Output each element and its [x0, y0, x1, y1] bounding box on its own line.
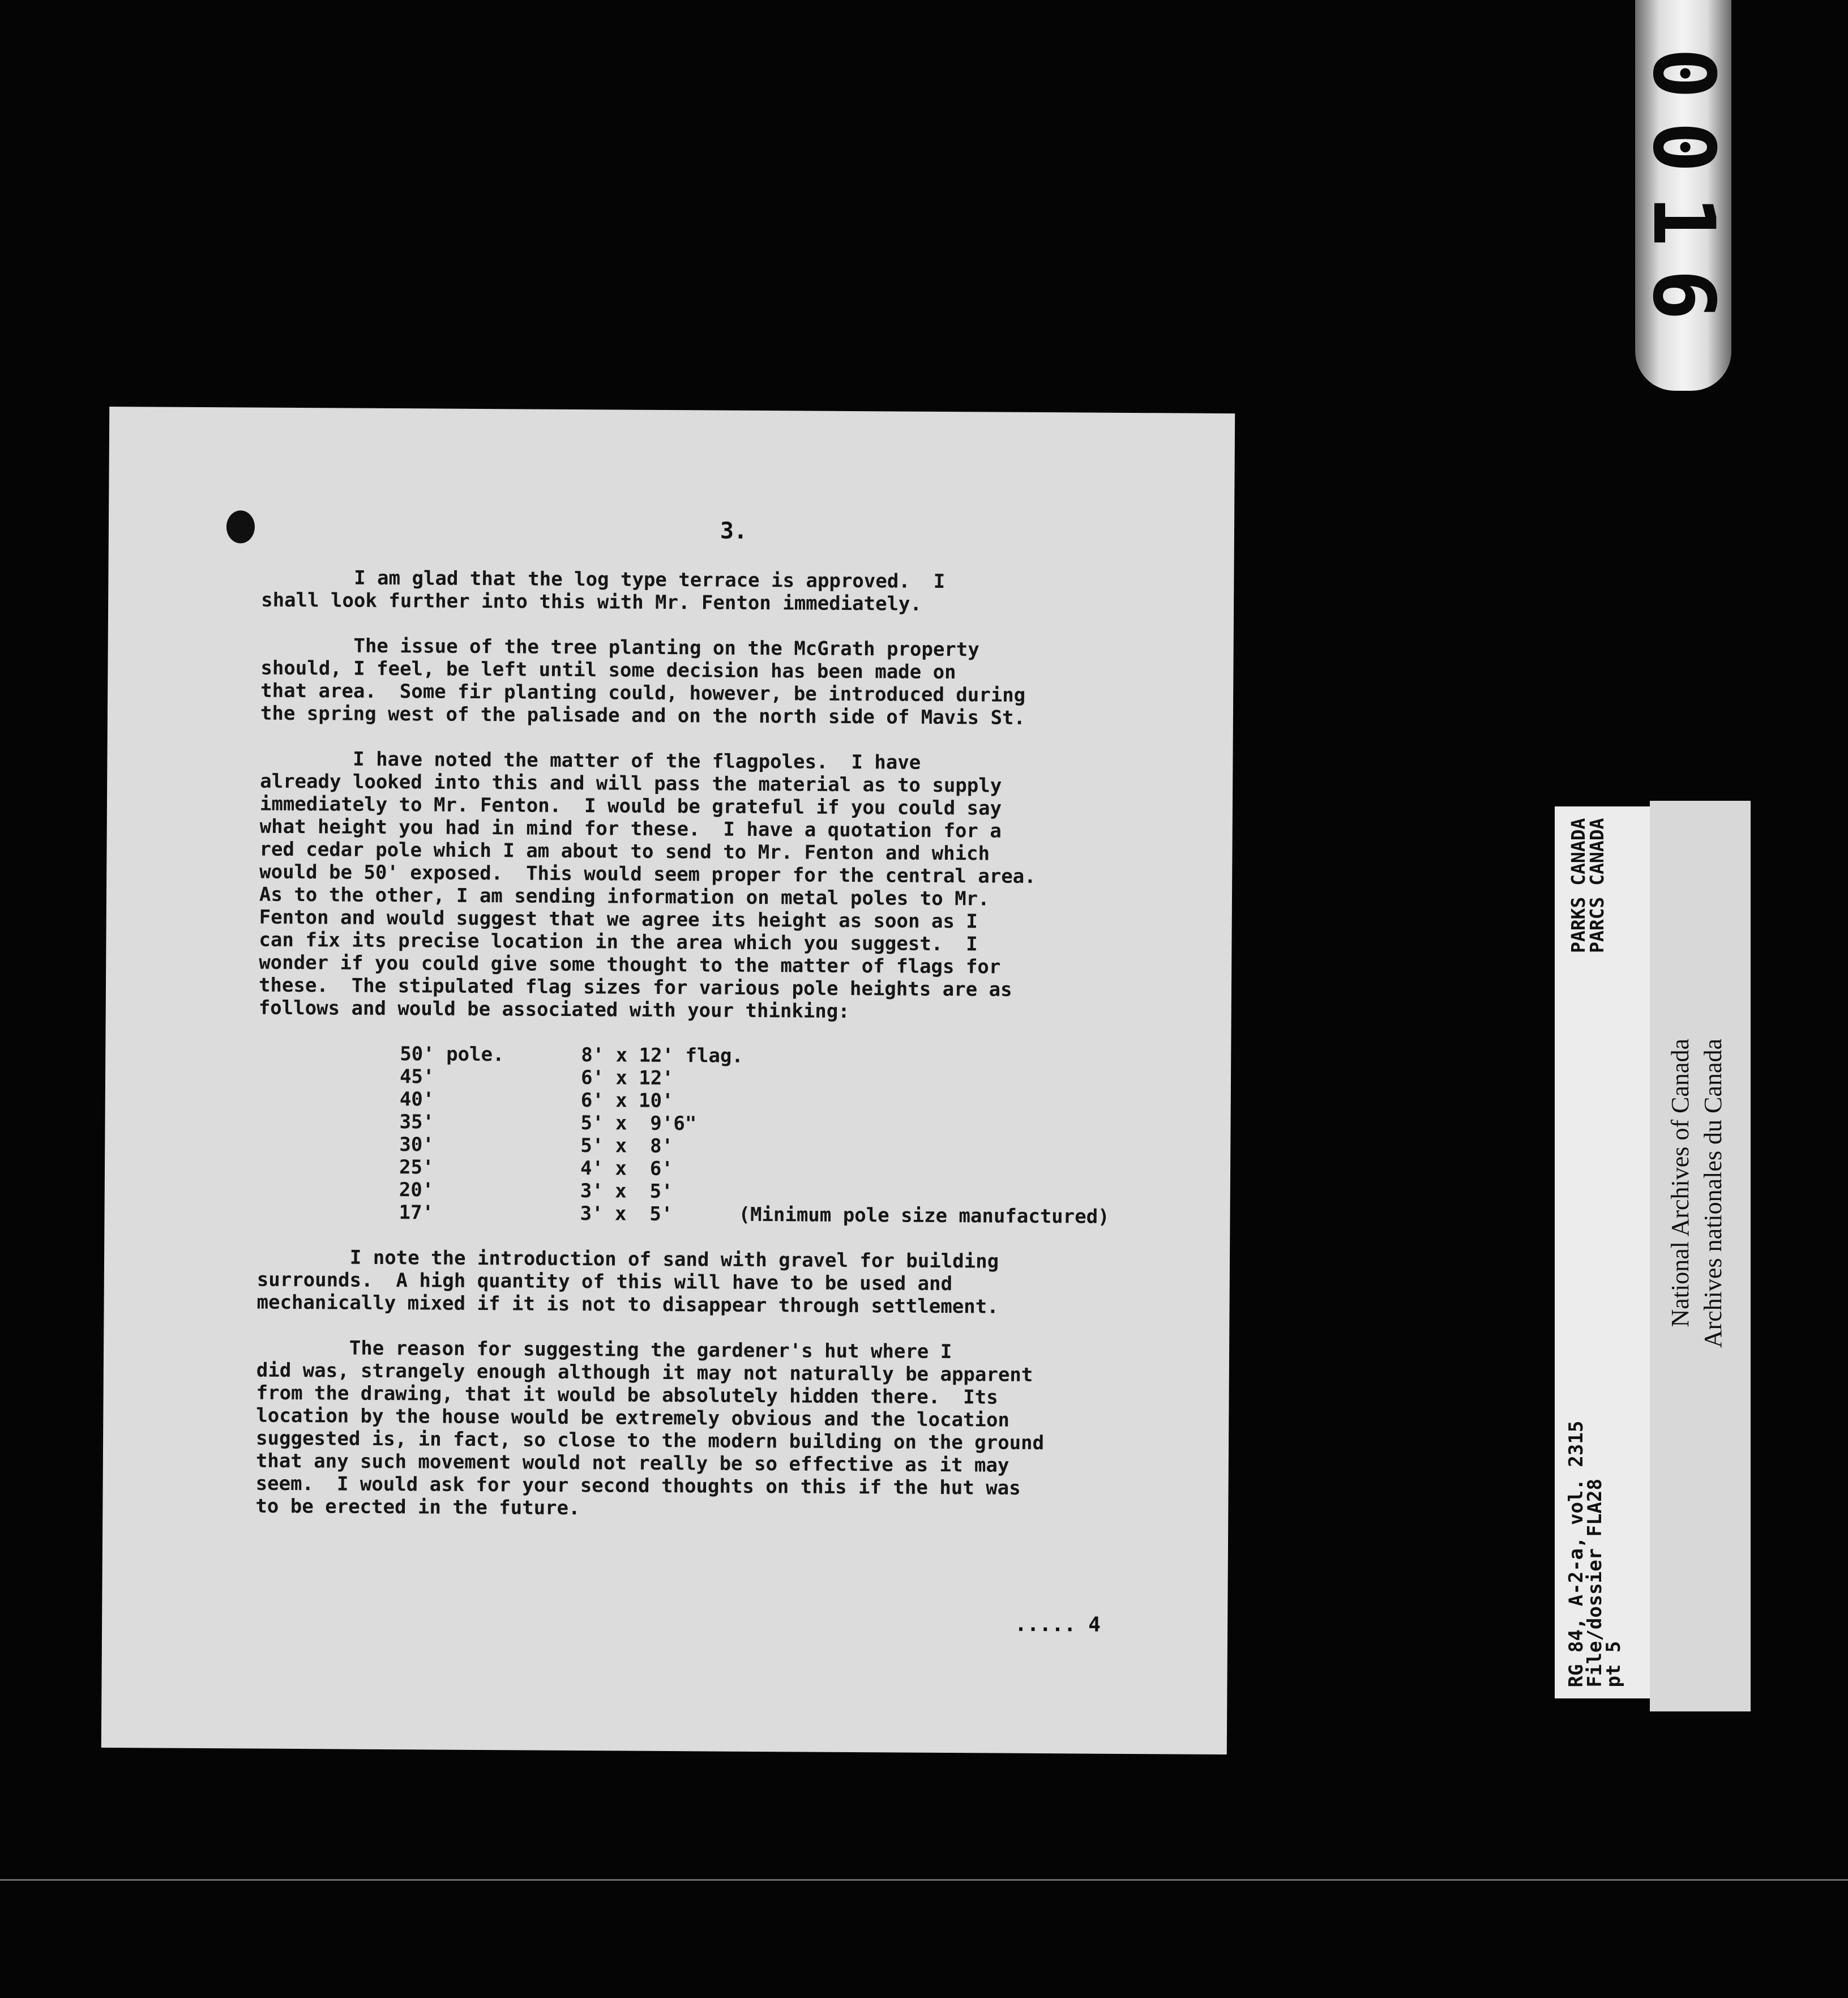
- national-archives-label: [1650, 801, 1751, 1711]
- ref-line: pt 5: [1602, 1641, 1625, 1687]
- text-line: already looked into this and will pass the material as to supply: [260, 770, 1002, 797]
- pole-height: 50' pole.: [400, 1043, 504, 1066]
- text-line: Fenton and would suggest that we agree its height as soon as I: [259, 906, 978, 933]
- pole-height: 40': [399, 1088, 435, 1111]
- text-line: seem. I would ask for your second thoughts on this if the hut was: [255, 1472, 1021, 1500]
- flag-size: 3' x 5': [580, 1202, 673, 1226]
- paragraph-flagpoles: [259, 748, 1223, 1025]
- text-line: these. The stipulated flag sizes for various pole heights are as: [258, 974, 1012, 1001]
- text-line: should, I feel, be left until some decision has been made on: [260, 656, 956, 684]
- punch-hole: [226, 510, 255, 543]
- text-line: location by the house would be extremely obvious and the location: [256, 1404, 1010, 1432]
- letter-body: [255, 566, 1224, 1546]
- film-scratch-line: [0, 1879, 1848, 1881]
- parks-line: PARCS CANADA: [1586, 818, 1608, 953]
- frame-number: 0016: [1634, 48, 1732, 343]
- text-line: As to the other, I am sending information on metal poles to Mr.: [259, 883, 990, 911]
- archives-name-fr: Archives nationales du Canada: [1699, 1039, 1727, 1348]
- text-line: would be 50' exposed. This would seem proper for the central area.: [259, 860, 1036, 888]
- frame-number-strip: [1635, 0, 1731, 391]
- text-line: the spring west of the palisade and on the north side of Mavis St.: [260, 702, 1026, 729]
- pole-height: 20': [399, 1179, 434, 1202]
- flag-size: 6' x 10': [580, 1089, 674, 1113]
- text-line: from the drawing, that it would be absolutely hidden there. Its: [256, 1381, 998, 1409]
- flag-size: 4' x 6': [580, 1157, 673, 1181]
- text-line: immediately to Mr. Fenton. I would be grateful if you could say: [259, 792, 1002, 820]
- flag-size: 5' x 9'6": [580, 1112, 697, 1135]
- pole-height: 45': [399, 1065, 435, 1088]
- paragraph-terrace: [261, 566, 1224, 617]
- text-line: that area. Some fir planting could, however, be introduced during: [260, 679, 1026, 707]
- flag-note: (Minimum pole size manufactured): [738, 1203, 1110, 1228]
- pole-height: 30': [399, 1133, 434, 1156]
- text-line: The issue of the tree planting on the McGrath property: [260, 634, 979, 661]
- pole-height: 35': [399, 1111, 435, 1134]
- text-line: shall look further into this with Mr. Fenton immediately.: [261, 588, 922, 616]
- text-line: mechanically mixed if it is not to disappear through settlement.: [256, 1291, 999, 1318]
- parks-canada-reference-label: [1555, 806, 1661, 1698]
- flag-size: 3' x 5': [580, 1180, 673, 1203]
- flag-size: 5' x 8': [580, 1134, 674, 1158]
- paragraph-gardeners-hut: [255, 1337, 1219, 1523]
- text-line: wonder if you could give some thought to the matter of flags for: [259, 951, 1001, 979]
- text-line: can fix its precise location in the area which you suggest. I: [259, 928, 978, 956]
- text-line: to be erected in the future.: [255, 1495, 580, 1520]
- pole-height: 17': [399, 1201, 434, 1224]
- paragraph-sand-gravel: [256, 1246, 1220, 1320]
- text-line: what height you had in mind for these. I have a quotation for a: [259, 815, 1002, 843]
- text-line: suggested is, in fact, so close to the modern building on the ground: [256, 1427, 1045, 1455]
- text-line: red cedar pole which I am about to send to Mr. Fenton and which: [259, 838, 990, 865]
- text-line: I note the introduction of sand with gravel for building: [256, 1245, 999, 1273]
- archives-name-en: National Archives of Canada: [1666, 1039, 1694, 1327]
- ref-line: File/dossier FLA28: [1584, 1478, 1606, 1687]
- text-line: I am glad that the log type terrace is approved. I: [261, 566, 946, 593]
- typed-letter-page: [101, 407, 1235, 1754]
- pole-height: 25': [399, 1156, 434, 1179]
- text-line: that any such movement would not really be so effective as it may: [255, 1449, 1009, 1477]
- continued-marker: ..... 4: [1015, 1612, 1101, 1637]
- parks-canada-stamp: [1569, 818, 1606, 953]
- text-line: The reason for suggesting the gardener's hut where I: [256, 1336, 952, 1364]
- paragraph-tree-planting: [260, 634, 1224, 731]
- text-line: I have noted the matter of the flagpoles. I have: [260, 747, 921, 774]
- flag-size-table: [257, 1042, 1221, 1229]
- ref-line: RG 84, A-2-a, vol. 2315: [1565, 1420, 1588, 1687]
- archive-reference: [1567, 1420, 1623, 1687]
- text-line: follows and would be associated with your thinking:: [258, 996, 850, 1023]
- parks-line: PARKS CANADA: [1567, 818, 1589, 953]
- flag-size: 6' x 12': [580, 1066, 674, 1090]
- text-line: did was, strangely enough although it may not naturally be apparent: [256, 1359, 1033, 1386]
- flag-size: 8' x 12' flag.: [581, 1044, 743, 1068]
- text-line: surrounds. A high quantity of this will have to be used and: [256, 1268, 953, 1296]
- page-number: 3.: [720, 518, 748, 544]
